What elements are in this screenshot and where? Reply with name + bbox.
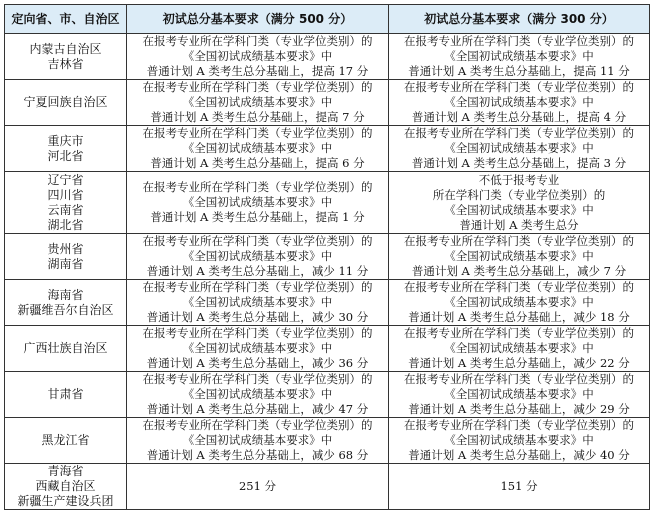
requirement-500-cell	[127, 464, 389, 510]
requirement-500-cell-line: 在报考专业所在学科门类（专业学位类别）的	[142, 126, 373, 140]
requirement-500-cell-line: 普通计划 A 类考生总分基础上，提高 7 分	[150, 110, 365, 124]
requirement-300-cell-line: 普通计划 A 类考生总分基础上，减少 29 分	[408, 402, 630, 416]
requirement-300-cell-line: 151 分	[500, 479, 538, 493]
requirement-300-cell-line: 《全国初试成绩基本要求》中	[444, 202, 594, 217]
requirement-300-cell-line: 在报考专业所在学科门类（专业学位类别）的	[404, 34, 634, 48]
requirement-300-cell	[389, 80, 650, 126]
requirement-300-cell-line: 所在学科门类（专业学位类别）的	[432, 187, 606, 202]
requirement-500-cell-line: 在报考专业所在学科门类（专业学位类别）的	[142, 418, 373, 432]
requirement-500-cell-line: 普通计划 A 类考生总分基础上，提高 17 分	[146, 64, 369, 78]
requirement-300-cell	[389, 418, 650, 464]
requirement-500-cell	[127, 418, 389, 464]
requirement-300-cell	[389, 126, 650, 172]
score-requirements-table	[4, 4, 650, 510]
table-row	[5, 234, 650, 280]
region-cell-line: 广西壮族自治区	[23, 341, 108, 355]
requirement-500-cell	[127, 80, 389, 126]
region-cell-line: 辽宁省	[47, 172, 84, 187]
requirement-500-cell	[127, 126, 389, 172]
requirement-500-cell-line: 《全国初试成绩基本要求》中	[182, 95, 333, 109]
requirement-300-cell-line: 《全国初试成绩基本要求》中	[444, 433, 594, 447]
requirement-500-cell	[127, 326, 389, 372]
requirement-300-cell	[389, 280, 650, 326]
requirement-300-cell-line: 《全国初试成绩基本要求》中	[444, 341, 594, 355]
region-cell-line: 新疆维吾尔自治区	[17, 302, 114, 317]
requirement-300-cell	[389, 464, 650, 510]
requirement-300-cell-line: 普通计划 A 类考生总分	[459, 217, 579, 232]
requirement-300-cell-line: 普通计划 A 类考生总分基础上，减少 22 分	[408, 356, 630, 370]
requirement-300-cell-line: 普通计划 A 类考生总分基础上，减少 18 分	[408, 310, 630, 324]
requirement-500-cell-line: 《全国初试成绩基本要求》中	[182, 141, 333, 155]
requirement-300-cell-line: 普通计划 A 类考生总分基础上，提高 3 分	[411, 156, 627, 170]
region-cell	[5, 280, 127, 326]
requirement-500-cell-line: 普通计划 A 类考生总分基础上，减少 11 分	[146, 264, 369, 278]
region-cell-line: 黑龙江省	[41, 433, 90, 447]
requirement-500-cell-line: 在报考专业所在学科门类（专业学位类别）的	[142, 280, 373, 294]
region-cell-line: 新疆生产建设兵团	[17, 494, 114, 508]
region-cell	[5, 418, 127, 464]
requirement-300-cell-line: 普通计划 A 类考生总分基础上，提高 4 分	[411, 110, 627, 124]
requirement-300-cell-line: 普通计划 A 类考生总分基础上，提高 11 分	[408, 64, 630, 78]
region-cell-line: 湖北省	[47, 217, 84, 232]
region-cell-line: 海南省	[47, 287, 84, 302]
region-cell	[5, 34, 127, 80]
table-body	[5, 34, 650, 510]
requirement-300-cell	[389, 34, 650, 80]
requirement-300-cell-line: 《全国初试成绩基本要求》中	[444, 49, 594, 63]
region-cell-line: 西藏自治区	[35, 479, 96, 493]
requirement-500-cell	[127, 34, 389, 80]
requirement-500-cell	[127, 234, 389, 280]
region-cell	[5, 234, 127, 280]
region-cell	[5, 126, 127, 172]
requirement-500-cell-line: 在报考专业所在学科门类（专业学位类别）的	[142, 80, 373, 94]
table-row	[5, 326, 650, 372]
header-region: 定向省、市、自治区	[5, 5, 127, 34]
requirement-500-cell-line: 普通计划 A 类考生总分基础上，减少 68 分	[146, 448, 369, 462]
requirement-500-cell-line: 普通计划 A 类考生总分基础上，提高 6 分	[150, 156, 365, 170]
requirement-500-cell-line: 《全国初试成绩基本要求》中	[182, 249, 333, 263]
region-cell-line: 河北省	[47, 148, 84, 163]
table-header-row	[5, 5, 650, 34]
requirement-300-cell-line: 在报考专业所在学科门类（专业学位类别）的	[404, 418, 634, 432]
requirement-500-cell-line: 《全国初试成绩基本要求》中	[182, 341, 333, 355]
requirement-500-cell-line: 在报考专业所在学科门类（专业学位类别）的	[142, 180, 373, 194]
requirement-500-cell-line: 《全国初试成绩基本要求》中	[182, 433, 333, 447]
region-cell-line: 青海省	[47, 464, 84, 478]
requirement-300-cell-line: 普通计划 A 类考生总分基础上，减少 40 分	[408, 448, 630, 462]
table-row	[5, 80, 650, 126]
region-cell-line: 甘肃省	[47, 387, 84, 401]
region-cell-line: 湖南省	[47, 256, 84, 271]
table-row	[5, 126, 650, 172]
requirement-500-cell-line: 在报考专业所在学科门类（专业学位类别）的	[142, 326, 373, 340]
region-cell-line: 吉林省	[47, 56, 84, 71]
requirement-300-cell-line: 在报考专业所在学科门类（专业学位类别）的	[404, 372, 634, 386]
region-cell	[5, 464, 127, 510]
table-row	[5, 418, 650, 464]
requirement-300-cell	[389, 172, 650, 234]
requirement-300-cell-line: 《全国初试成绩基本要求》中	[444, 295, 594, 309]
header-total-300: 初试总分基本要求（满分 300 分）	[389, 5, 650, 34]
requirement-500-cell	[127, 280, 389, 326]
region-cell	[5, 372, 127, 418]
region-cell	[5, 326, 127, 372]
region-cell-line: 重庆市	[47, 133, 84, 148]
header-total-500: 初试总分基本要求（满分 500 分）	[127, 5, 389, 34]
requirement-300-cell-line: 《全国初试成绩基本要求》中	[444, 141, 594, 155]
requirement-300-cell-line: 普通计划 A 类考生总分基础上，减少 7 分	[411, 264, 627, 278]
requirement-300-cell-line: 在报考专业所在学科门类（专业学位类别）的	[404, 280, 634, 294]
region-cell-line: 云南省	[47, 202, 84, 217]
requirement-300-cell-line: 《全国初试成绩基本要求》中	[444, 249, 594, 263]
region-cell-line: 四川省	[47, 187, 84, 202]
table-row	[5, 372, 650, 418]
requirement-300-cell-line: 不低于报考专业	[478, 172, 560, 187]
requirement-300-cell-line: 在报考专业所在学科门类（专业学位类别）的	[404, 326, 634, 340]
requirement-500-cell-line: 在报考专业所在学科门类（专业学位类别）的	[142, 372, 373, 386]
requirement-500-cell-line: 251 分	[238, 479, 277, 493]
requirement-500-cell-line: 普通计划 A 类考生总分基础上，提高 1 分	[150, 210, 365, 224]
requirement-300-cell-line: 《全国初试成绩基本要求》中	[444, 387, 594, 401]
requirement-300-cell	[389, 326, 650, 372]
requirement-500-cell-line: 《全国初试成绩基本要求》中	[182, 195, 333, 209]
requirement-300-cell	[389, 234, 650, 280]
requirement-500-cell	[127, 172, 389, 234]
requirement-500-cell-line: 《全国初试成绩基本要求》中	[182, 295, 333, 309]
requirement-500-cell-line: 在报考专业所在学科门类（专业学位类别）的	[142, 34, 373, 48]
requirement-500-cell	[127, 372, 389, 418]
requirement-300-cell-line: 在报考专业所在学科门类（专业学位类别）的	[404, 234, 634, 248]
table-row	[5, 464, 650, 510]
table-row	[5, 172, 650, 234]
requirement-300-cell-line: 在报考专业所在学科门类（专业学位类别）的	[404, 80, 634, 94]
requirement-500-cell-line: 普通计划 A 类考生总分基础上，减少 47 分	[146, 402, 369, 416]
requirement-500-cell-line: 《全国初试成绩基本要求》中	[182, 49, 333, 63]
region-cell	[5, 172, 127, 234]
requirement-300-cell-line: 在报考专业所在学科门类（专业学位类别）的	[404, 126, 634, 140]
region-cell-line: 内蒙古自治区	[29, 41, 102, 56]
region-cell-line: 贵州省	[47, 241, 84, 256]
region-cell	[5, 80, 127, 126]
requirement-500-cell-line: 普通计划 A 类考生总分基础上，减少 36 分	[146, 356, 369, 370]
requirement-500-cell-line: 普通计划 A 类考生总分基础上，减少 30 分	[146, 310, 369, 324]
table-row	[5, 280, 650, 326]
requirement-500-cell-line: 《全国初试成绩基本要求》中	[182, 387, 333, 401]
requirement-300-cell	[389, 372, 650, 418]
table-row	[5, 34, 650, 80]
region-cell-line: 宁夏回族自治区	[23, 95, 108, 109]
requirement-300-cell-line: 《全国初试成绩基本要求》中	[444, 95, 594, 109]
requirement-500-cell-line: 在报考专业所在学科门类（专业学位类别）的	[142, 234, 373, 248]
